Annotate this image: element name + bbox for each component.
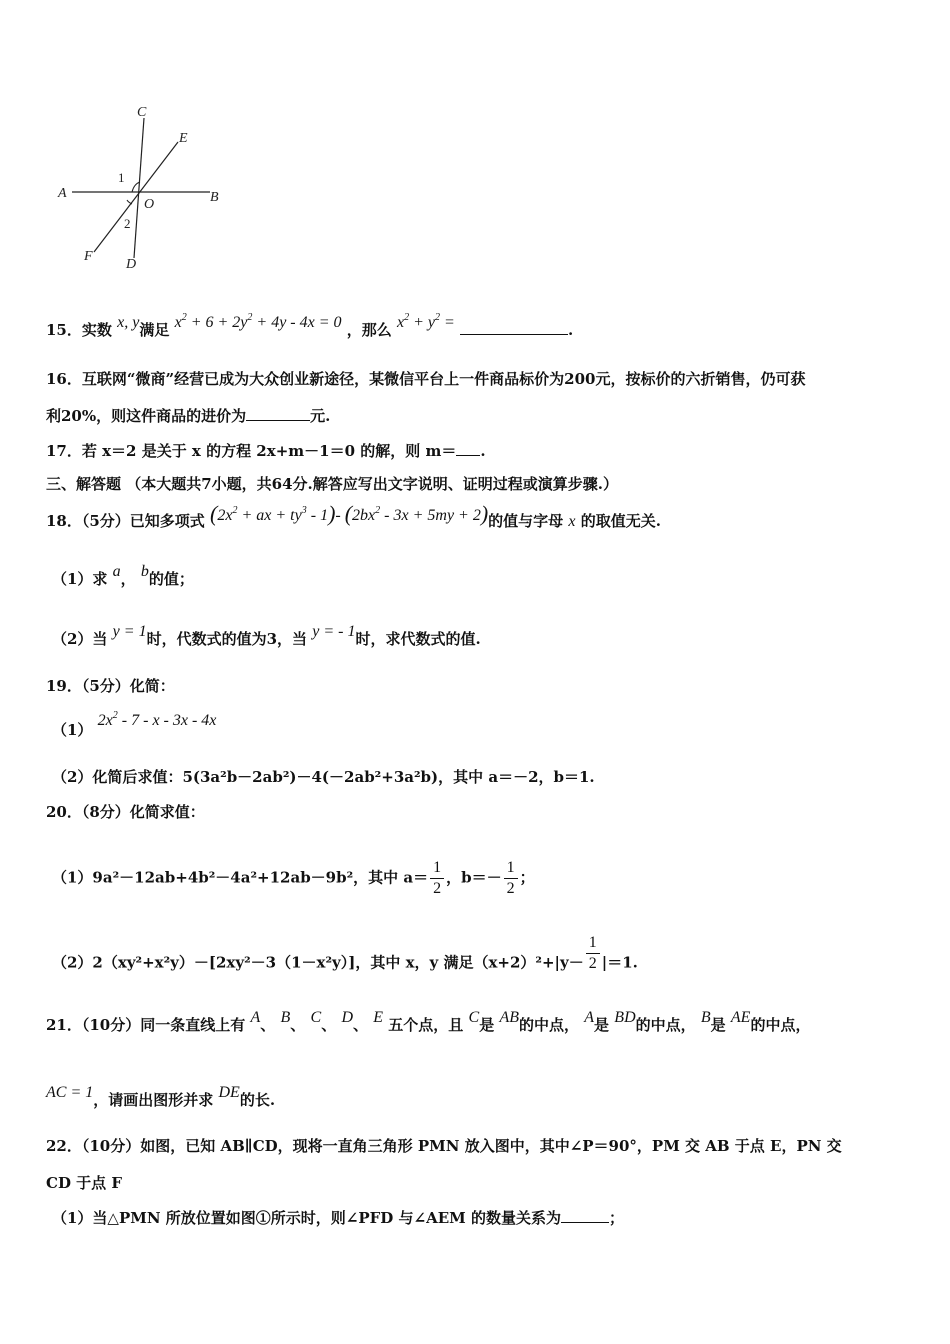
question-18-part-2 — [52, 623, 481, 650]
q22-p1-text: （1）当△PMN 所放位置如图①所示时，则∠PFD 与∠AEM 的数量关系为 — [52, 1209, 561, 1227]
label-o: O — [144, 197, 155, 212]
label-c: C — [137, 105, 147, 120]
q18-p2-text-b: 时，代数式的值为3，当 — [146, 630, 308, 648]
q18-p2-text-a: （2）当 — [52, 630, 108, 648]
q18-x: x — [568, 513, 576, 530]
label-b: B — [210, 190, 219, 205]
label-f: F — [84, 249, 93, 264]
q18-y-equals-1: y = 1 — [112, 623, 147, 640]
q17-end: . — [480, 442, 486, 460]
q21-point-c: C — [310, 1009, 322, 1026]
q17-answer-blank[interactable] — [456, 441, 480, 456]
q21-text-7: 的中点， — [750, 1016, 811, 1034]
q16-text-b: 元. — [310, 407, 331, 425]
q21-bd: BD — [614, 1009, 636, 1026]
q20-p2-text-b: |＝1. — [601, 953, 638, 972]
q21-point-e: E — [373, 1009, 384, 1026]
q20-p1-text-c: ； — [519, 868, 535, 887]
q15-text-2: 满足 — [139, 321, 170, 339]
question-18 — [46, 501, 661, 534]
q21-text-5: 的中点， — [635, 1016, 696, 1034]
geometry-figure — [52, 100, 242, 275]
q21-text-1: 五个点，且 — [388, 1016, 464, 1034]
q20-fraction-2: $\frac{1}{2}$ — [504, 858, 518, 899]
q18-y-equals-minus-1: y = - 1 — [312, 623, 356, 640]
q15-end: . — [568, 321, 574, 339]
question-15 — [46, 312, 574, 343]
q17-text: 17．若 x＝2 是关于 x 的方程 2x+m－1＝0 的解，则 m＝ — [46, 442, 457, 460]
question-19-part-1 — [52, 710, 217, 743]
question-22-line-1: 22．（10分）如图，已知 AB∥CD，现将一直角三角形 PMN 放入图中，其中∠P＝90°，PM 交 AB 于点 E，PN 交 — [46, 1137, 842, 1155]
question-20-part-1 — [52, 858, 535, 899]
question-16-line-1: 16．互联网“微商”经营已成为大众创业新途径，某微信平台上一件商品标价为200元，按标价的六折销售，仍可获 — [46, 370, 806, 388]
q18-tail: 的值与字母 — [488, 512, 564, 530]
q22-end: ； — [608, 1209, 624, 1227]
q20-p1-text-b: ，b＝－ — [446, 868, 502, 887]
q22-answer-blank[interactable] — [561, 1208, 609, 1223]
q18-b: b — [140, 563, 149, 580]
q15-ask: $x^2 + y^2$ = — [397, 312, 455, 331]
q21-text-3: 的中点， — [519, 1016, 580, 1034]
q21-text-4: 是 — [594, 1016, 610, 1034]
q15-vars: x, y — [117, 314, 140, 331]
question-22-line-2: CD 于点 F — [46, 1174, 123, 1192]
question-16-line-2 — [46, 406, 330, 426]
q18-a: a — [112, 563, 121, 580]
question-19-part-2: （2）化简后求值：5(3a²b－2ab²)－4(－2ab²+3a²b)，其中 a＝－2，b＝1. — [52, 768, 595, 786]
q21-text-2: 是 — [479, 1016, 495, 1034]
question-21-line-1 — [46, 1009, 811, 1036]
q19-expression: $2x^2 - 7$ - x - 3x - 4x — [97, 710, 217, 729]
q21-sep-3: 、 — [321, 1016, 337, 1034]
question-17 — [46, 441, 486, 461]
question-21-line-2 — [46, 1084, 276, 1111]
q18-head: 18．（5分）已知多项式 — [46, 512, 205, 530]
q15-equation: $x^2 + 6 + 2y^2 + 4y - 4x = 0$ — [174, 312, 342, 331]
q21-text-8: ，请画出图形并求 — [93, 1091, 214, 1109]
q21-b: B — [700, 1009, 711, 1026]
angle-2-arc — [127, 200, 132, 204]
q18-p2-text-c: 时，求代数式的值. — [355, 630, 481, 648]
q20-p2-text-a: （2）2（xy²+x²y）－[2xy²－3（1－x²y）]，其中 x，y 满足（x+2）²+|y－ — [52, 953, 584, 972]
q21-ab: AB — [499, 1009, 520, 1026]
q18-polynomial: ($2x^2$ + ax + $ty^3 - 1)-$ $(2bx^2 - 3x + 5my + 2)$ — [210, 501, 489, 526]
q18-tail-2: 的取值无关. — [580, 512, 661, 530]
q20-fraction-3: $\frac{1}{2}$ — [586, 933, 600, 974]
q21-head: 21．（10分）同一条直线上有 — [46, 1016, 246, 1034]
q21-sep-1: 、 — [260, 1016, 276, 1034]
label-d: D — [126, 257, 137, 272]
label-a: A — [58, 186, 67, 201]
q18-sep: ， — [120, 570, 136, 588]
q21-point-d: D — [341, 1009, 354, 1026]
q15-answer-blank[interactable] — [460, 320, 568, 335]
question-20-part-2 — [52, 934, 638, 984]
q16-answer-blank[interactable] — [246, 406, 310, 421]
q21-ae: AE — [730, 1009, 751, 1026]
q21-text-9: 的长. — [239, 1091, 276, 1109]
q20-fraction-1: $\frac{1}{2}$ — [430, 858, 444, 899]
q19-p1-label: （1） — [52, 721, 93, 739]
section-3-heading: 三、解答题 （本大题共7小题，共64分.解答应写出文字说明、证明过程或演算步骤.） — [46, 475, 618, 493]
q21-de: DE — [218, 1084, 240, 1101]
q15-text-1: 实数 — [81, 321, 112, 339]
question-18-part-1 — [52, 563, 194, 590]
q21-a: A — [584, 1009, 595, 1026]
q15-number: 15． — [46, 321, 82, 339]
q20-p1-text-a: （1）9a²－12ab+4b²－4a²+12ab－9b²，其中 a＝ — [52, 868, 429, 887]
q21-point-a: A — [250, 1009, 261, 1026]
question-22-part-1 — [52, 1208, 624, 1228]
question-19: 19．（5分）化简： — [46, 677, 175, 695]
q21-sep-4: 、 — [353, 1016, 369, 1034]
question-20: 20．（8分）化简求值： — [46, 803, 205, 821]
q15-text-3: ，那么 — [346, 321, 392, 339]
label-angle-2: 2 — [124, 216, 131, 231]
q18-p1-text-b: 的值； — [148, 570, 194, 588]
q21-c: C — [468, 1009, 480, 1026]
q21-sep-2: 、 — [290, 1016, 306, 1034]
label-angle-1: 1 — [118, 170, 125, 185]
q21-text-6: 是 — [710, 1016, 726, 1034]
q16-text-a: 利20%，则这件商品的进价为 — [46, 407, 247, 425]
label-e: E — [179, 131, 188, 146]
q21-point-b: B — [280, 1009, 291, 1026]
q21-ac-equals-1: AC = 1 — [46, 1084, 94, 1101]
q18-p1-text-a: （1）求 — [52, 570, 108, 588]
